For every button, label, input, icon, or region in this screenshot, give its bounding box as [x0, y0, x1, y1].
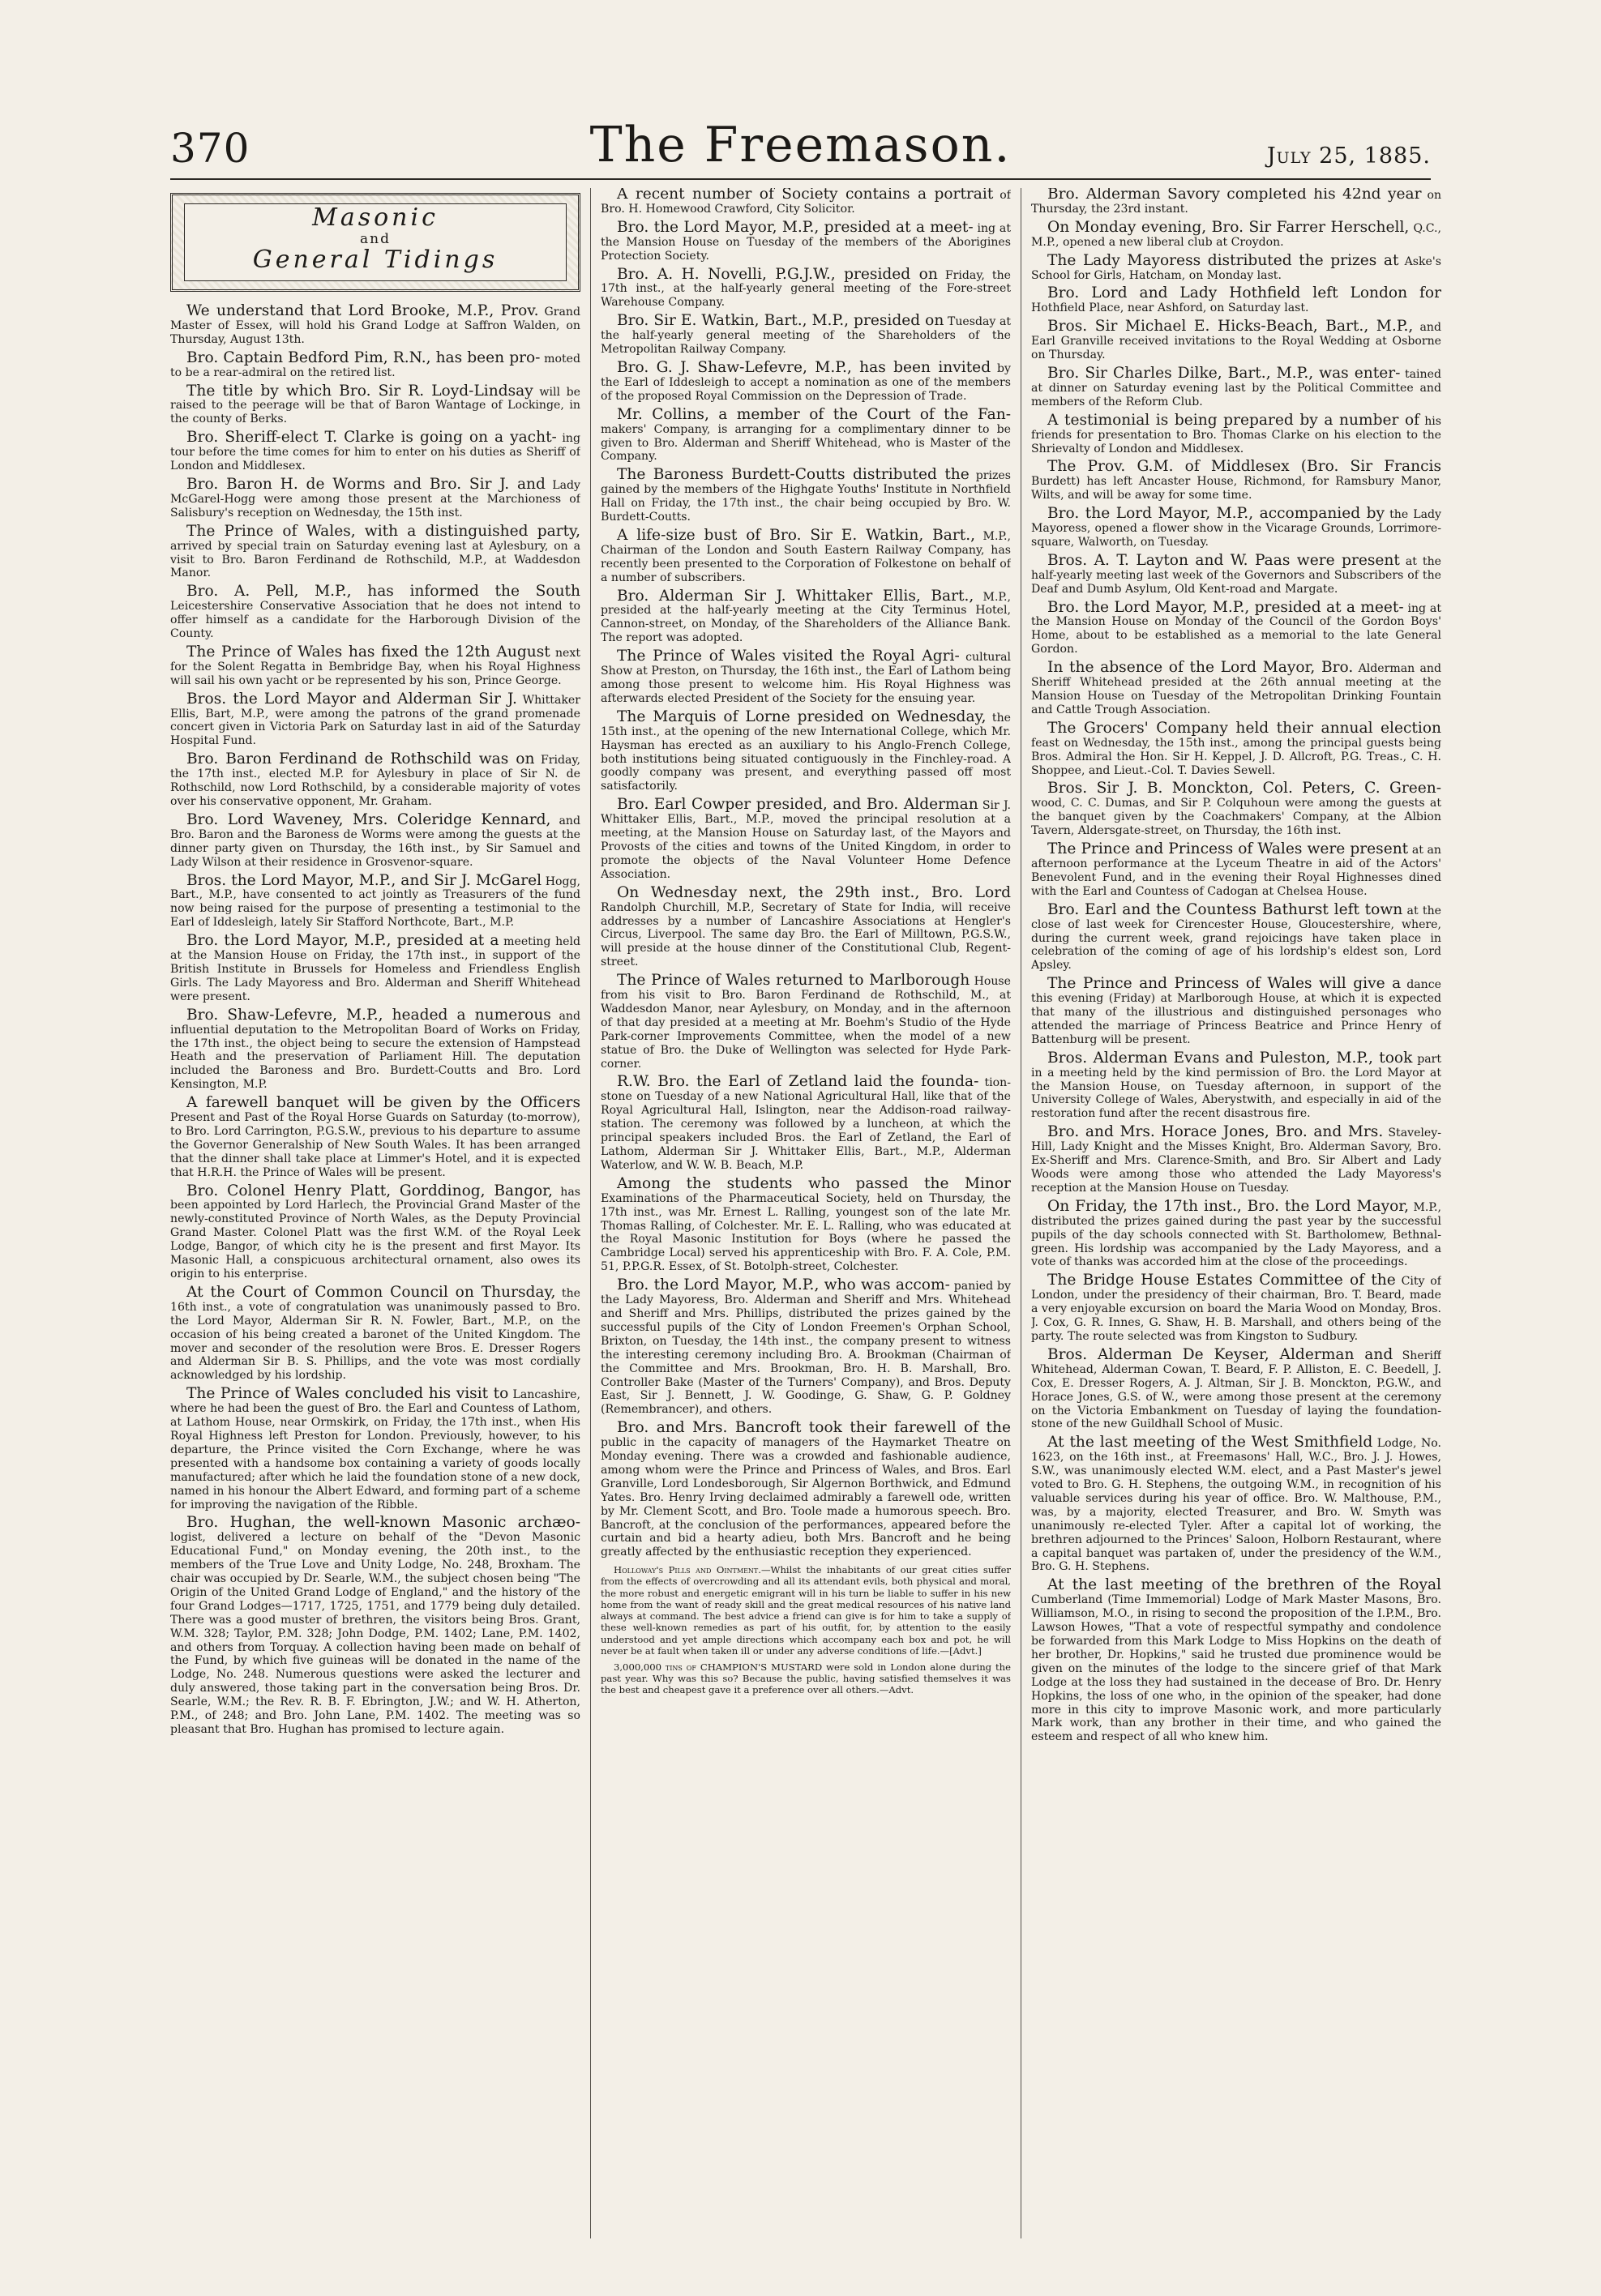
news-item — [601, 358, 1011, 404]
section-banner — [170, 193, 580, 292]
news-item-body: moted to be a rear-admiral on the retired list. — [170, 352, 580, 379]
news-item-body: Staveley-Hill, Lady Knight and the Misses Knight, Bro. Alderman Savory, Bro. Ex-Sheriff and Mrs. Clarence-Smith, and Bro. Sir Albert and Lady Woods were among those who attended the Lady Mayoress's reception at the Mansion House on Tuesday. — [1031, 1127, 1441, 1195]
news-item-body: Lancashire, where he had been the guest of Bro. the Earl and Countess of Lathom, at Lathom House, near Ormskirk, on Friday, the 17th inst., when His Royal Highness left Preston for London. Previously, however, to his departure, the Prince visited the Corn Exchange, where he was presented with a handsome box containing a variety of goods locally manufactured; after which he laid the foundation stone of a new dock, named in his honour the Albert Edward, and forming part of a scheme for improving the navigation of the Ribble. — [170, 1388, 580, 1511]
news-item-body: Tuesday at the half-yearly general meeting of the Shareholders of the Metropolitan Railway Company. — [601, 315, 1011, 357]
news-item — [170, 1006, 580, 1092]
news-item — [170, 1283, 580, 1383]
news-item — [1031, 251, 1441, 283]
news-item — [1031, 1576, 1441, 1744]
news-item-lead: The Baroness Burdett-Coutts distributed the — [617, 466, 970, 484]
news-item-body: next for the Solent Regatta in Bembridge Bay, when his Royal Highness will sail his own yacht or be represented by his son, Prince George. — [170, 646, 580, 687]
news-item — [170, 431, 580, 473]
news-item-body: at the half-yearly meeting last week of the Governors and Subscribers of the Deaf and Dumb Asylum, Old Kent-road and Margate. — [1031, 554, 1441, 596]
news-item — [601, 468, 1011, 524]
news-item — [170, 1182, 580, 1281]
news-item-body: Hothfield Place, near Ashford, on Saturday last. — [1031, 301, 1309, 315]
news-item — [1031, 1274, 1441, 1344]
news-item-body: Aske's School for Girls, Hatcham, on Monday last. — [1031, 254, 1441, 282]
news-item-lead: Bro. Earl Cowper presided, and Bro. Alderman — [617, 796, 978, 814]
news-item-lead: We understand that Lord Brooke, M.P., Prov. — [186, 302, 539, 319]
news-item-body: logist, delivered a lecture on behalf of the "Devon Masonic Educational Fund," on Monday evening, the 20th inst., to the members of the True Love and Unity Lodge, No. 248, Broxham. The chair was occupied by Dr. Searle, W.M., the subject chosen being "The Origin of the United Grand Lodge of England," and the history of the four Grand Lodges—1717, 1725, 1751, and 1779 being duly detailed. There was a good muster of brethren, the visitors being Bros. Grant, W.M. 328; Taylor, P.M. 328; John Dodge, P.M. 1402; Lane, P.M. 1402, and others from Torquay. A collection having been made on behalf of the Fund, by which five guineas will be donated in the name of the Lodge, No. 248. Numerous questions were asked the lecturer and duly answered, those taking part in the conversation being Bros. Dr. Searle, W.M.; the Rev. R. B. F. Ebrington, J.W.; and W. H. Atherton, P.M., of 248; and Bro. John Lane, P.M. 1402. The meeting was so pleasant that Bro. Hughan has promised to lecture again. — [170, 1531, 580, 1736]
advertisements — [601, 1564, 1011, 1695]
article-columns — [170, 188, 1441, 2238]
news-item — [601, 974, 1011, 1071]
news-item — [601, 883, 1011, 969]
banner-line-3: General Tidings — [252, 246, 499, 274]
news-item — [601, 1174, 1011, 1274]
news-item-body: on Thursday, the 23rd instant. — [1031, 189, 1441, 216]
news-item-body: and Earl Granville received invitations to the Royal Wedding at Osborne on Thursday. — [1031, 321, 1441, 362]
news-item — [601, 314, 1011, 357]
news-item-body: part in a meeting held by the kind permission of Bro. the Lord Mayor at the Mansion House, on Tuesday afternoon, in support of the University College of Wales, Aberystwith, and especially in aid of the restoration fund after the recent disastrous fire. — [1031, 1052, 1441, 1121]
news-item — [170, 585, 580, 641]
news-item-lead: Bros. A. T. Layton and W. Paas were present — [1047, 551, 1400, 569]
news-item-lead: On Wednesday next, the 29th inst., Bro. Lord — [617, 883, 1011, 901]
news-item-lead: The Grocers' Company held their annual election — [1047, 719, 1441, 737]
news-item — [601, 265, 1011, 310]
news-item — [170, 750, 580, 809]
news-item-lead: The Prince of Wales visited the Royal Agri- — [617, 648, 960, 665]
news-item-body: Lodge, No. 1623, on the 16th inst., at Freemasons' Hall, W.C., Bro. J. J. Howes, S.W., was unanimously elected W.M. elect, and a Past Master's jewel voted to Bro. G. H. Stephens, the outgoing W.M., in recognition of his valuable services during his year of office. Bro. W. Malthouse, P.M., was, by a majority, elected Treasurer, and Bro. W. Smyth was unanimously re-elected Tyler. After a capital lot of working, the brethren adjourned to the Princes' Saloon, Holborn Restaurant, where a capital banquet was partaken of, under the presidency of the W.M., Bro. G. H. Stephens. — [1031, 1437, 1441, 1574]
news-item-body: cultural Show at Preston, on Thursday, the 16th inst., the Earl of Lathom being among those present to welcome him. His Royal Highness was afterwards elected President of the Society for the ensuing year. — [601, 651, 1011, 705]
news-item — [1031, 411, 1441, 456]
news-item-lead: Bro. the Lord Mayor, M.P., accompanied by — [1047, 505, 1385, 523]
banner-line-1: Masonic — [312, 203, 439, 232]
news-item-lead: Bro. Sir E. Watkin, Bart., M.P., presided on — [617, 312, 944, 330]
news-item-body: and Bro. Baron and the Baroness de Worms were among the guests at the dinner party given on Thursday, the 16th inst., by Sir Samuel and Lady Wilson at their residence in Grosvenor-square. — [170, 814, 580, 869]
news-item — [170, 934, 580, 1004]
column-2 — [601, 188, 1011, 2238]
news-item-body: at an afternoon performance at the Lyceum Theatre in aid of the Actors' Benevolent Fund, and in the evening their Royal Highnesses dined with the Earl and Countess of Cadogan at Chelsea House. — [1031, 844, 1441, 898]
news-item-body: Randolph Churchill, M.P., Secretary of State for India, will receive addresses by a number of Lancashire Associations at Hengler's Circus, Liverpool. The same day Bro. the Earl of Milltown, P.G.S.W., will preside at the house dinner of the Constitutional Club, Regent-street. — [601, 900, 1011, 969]
news-item-body: Sir J. Whittaker Ellis, Bart., M.P., moved the principal resolution at a meeting, at the Mansion House on Saturday last, of the Mayors and Provosts of the cities and towns of the United Kingdom, in order to promote the objects of the Naval Volunteer Home Defence Association. — [601, 799, 1011, 881]
news-item-lead: Bro. the Lord Mayor, M.P., presided at a — [186, 932, 499, 950]
news-item-lead: Bro. Lord and Lady Hothfield left London for — [1047, 284, 1441, 302]
news-item — [1031, 900, 1441, 973]
news-item-lead: The Prince and Princess of Wales will give a — [1047, 975, 1402, 993]
news-item-lead: Bro. Sir Charles Dilke, Bart., M.P., was enter- — [1047, 364, 1401, 382]
news-item — [170, 871, 580, 930]
news-item-body: ing at the Mansion House on Tuesday of the members of the Aborigines Protection Society. — [601, 221, 1011, 263]
news-item-lead: A farewell banquet will be given by the Officers — [186, 1094, 580, 1112]
news-item-body: has been appointed by Lord Harlech, the Provincial Grand Master of the newly-constituted Province of North Wales, as the Deputy Provincial Grand Master. Colonel Platt was the first W.M. of the Royal Leek Lodge, Bangor, of which city he is the present and first Mayor. Its Masonic Hall, a conspicuous architectural ornament, also owes its origin to his enterprise. — [170, 1185, 580, 1281]
news-item — [601, 1419, 1011, 1559]
page-number: 370 — [170, 125, 250, 172]
news-item — [170, 643, 580, 688]
news-item — [1031, 661, 1441, 717]
news-item-lead: R.W. Bro. the Earl of Zetland laid the founda- — [617, 1073, 979, 1091]
news-item-body: Grand Master of Essex, will hold his Grand Lodge at Saffron Walden, on Thursday, August 13th. — [170, 306, 580, 346]
issue-date: July 25, 1885. — [1266, 143, 1431, 169]
news-item — [1031, 364, 1441, 409]
news-item — [1031, 1197, 1441, 1270]
news-item — [601, 587, 1011, 646]
news-item-body: prizes gained by the members of the Highgate Youths' Institute in Northfield Hall on Friday, the 17th inst., the chair being occupied by Bro. W. Burdett-Coutts. — [601, 469, 1011, 524]
news-item — [1031, 782, 1441, 838]
news-item-lead: The Prince of Wales concluded his visit to — [186, 1385, 509, 1403]
news-item-body: tained at dinner on Saturday evening last by the Political Committee and members of the Reform Club. — [1031, 367, 1441, 408]
news-item — [601, 798, 1011, 881]
news-item-body: Cumberland (Time Immemorial) Lodge of Mark Master Masons, Bro. Williamson, M.O., in rising to second the proposition of the I.P.M., Bro. Lawson Howes, "That a vote of respectful sympathy and condolence be forwarded from this Mark Lodge to Miss Hopkins on the death of her brother, Dr. Hopkins," said he trusted due prominence would be given on the minutes of the lodge to the sincere grief of that Mark Lodge at the loss they had sustained in the decease of Bro. Dr. Henry Hopkins, the loss of one who, in the opinion of the speaker, had done more in this city to improve Masonic work, and more particularly Mark work, than any brother in their time, and who gained the esteem and respect of all who knew him. — [1031, 1593, 1441, 1744]
news-item-lead: Bro. Baron Ferdinand de Rothschild was on — [186, 750, 535, 768]
news-item-lead: A testimonial is being prepared by a number of — [1047, 411, 1420, 429]
news-item-body: by the Earl of Iddesleigh to accept a nomination as one of the members of the proposed Royal Commission on the Depression of Trade. — [601, 361, 1011, 403]
news-item — [601, 1276, 1011, 1417]
news-item-body: Q.C., M.P., opened a new liberal club at Croydon. — [1031, 221, 1441, 249]
banner-line-2: and — [360, 231, 391, 247]
news-item-lead: The Prince of Wales returned to Marlborough — [617, 972, 970, 990]
news-item-body: Examinations of the Pharmaceutical Society, held on Thursday, the 17th inst., was Mr. Ernest L. Ralling, youngest son of the late Mr. Thomas Ralling, of Colchester. Mr. E. L. Ralling, who was educated at the Royal Masonic Institution for Boys (where he passed the Cambridge Local) served his apprenticeship with Bro. F. A. Cole, P.M. 51, P.P.G.R. Essex, of St. Botolph-street, Colchester. — [601, 1191, 1011, 1274]
news-item — [1031, 1436, 1441, 1574]
news-item — [170, 1094, 580, 1179]
news-item-lead: At the last meeting of the brethren of the Royal — [1047, 1576, 1441, 1594]
news-item — [601, 650, 1011, 706]
news-item-body: at the close of last week for Cirencester House, Gloucestershire, where, during the current week, grand rejoicings have taken place in celebration of the coming of age of his lordship's eldest son, Lord Apsley. — [1031, 904, 1441, 973]
news-item-body: his friends for presentation to Bro. Thomas Clarke on his election to the Shrievalty of London and Middlesex. — [1031, 414, 1441, 455]
news-item — [170, 382, 580, 427]
news-item-lead: Bros. Alderman Evans and Puleston, M.P., took — [1047, 1049, 1413, 1067]
news-item-lead: Bro. Shaw-Lefevre, M.P., headed a numerous — [186, 1006, 551, 1024]
news-item-lead: Bro. Lord Waveney, Mrs. Coleridge Kennard, — [186, 810, 551, 828]
news-item-lead: Bro. Sheriff-elect T. Clarke is going on a yacht- — [186, 429, 557, 447]
news-item — [170, 348, 580, 380]
masthead-title: The Freemason. — [589, 117, 1012, 173]
news-item-body: feast on Wednesday, the 15th inst., among the principal guests being Bros. Admiral the Hon. Sir H. Keppel, J. D. Allcroft, P.G. Treas., C. H. Shoppee, and Lieut.-Col. T. Davies Sewell. — [1031, 736, 1441, 777]
news-item-body: arrived by special train on Saturday evening last at Aylesbury, on a visit to Bro. Baron Ferdinand de Rothschild, M.P., at Waddesdon Manor. — [170, 539, 580, 580]
news-item-lead: Bro. the Lord Mayor, M.P., presided at a meet- — [1047, 598, 1404, 616]
news-item-lead: A recent number of Society contains a portrait — [617, 188, 994, 203]
news-item-lead: Bro. A. H. Novelli, P.G.J.W., presided on — [617, 265, 938, 283]
news-item-lead: Mr. Collins, a member of the Court of the Fan- — [617, 405, 1011, 423]
news-item — [1031, 320, 1441, 362]
news-item-body: Burdett) has left Ancaster House, Richmond, for Ramsbury Manor, Wilts, and will be away for some time. — [1031, 475, 1441, 502]
news-item — [170, 522, 580, 581]
news-item-body: the 15th inst., at the opening of the new International College, which Mr. Haysman has erected as an auxiliary to his Anglo-French College, both institutions being situated contiguously in the Finchley-road. A goodly company was present, and everything passed off most satisfactorily. — [601, 711, 1011, 793]
news-item-body: Lady McGarel-Hogg were among those present at the Marchioness of Salisbury's reception on Wednesday, the 15th inst. — [170, 478, 580, 519]
news-item — [601, 405, 1011, 464]
advertisement-title: Holloway's Pills and Ointment. — [614, 1564, 761, 1576]
news-item — [1031, 1345, 1441, 1431]
news-item — [1031, 840, 1441, 899]
advertisement-body: —Whilst the inhabitants of our great cities suffer from the effects of overcrowding and all its attendant evils, both physical and moral, the more robust and energetic emigrant will in his turn be liable to suffer in his new home from the want of ready skill and the great medical resources of his native land always at command. The best advice a friend can give is for him to take a supply of these well-known remedies as part of his outfit, for, by attention to the easily understood and yet ample directions which accompany each box and pot, he will never be at fault when taken ill or under any adverse conditions of life.—[Advt.] — [601, 1564, 1011, 1657]
news-item — [1031, 1123, 1441, 1195]
news-item — [1031, 507, 1441, 549]
banner-title-box — [184, 203, 567, 281]
news-item-lead: Bro. the Lord Mayor, M.P., who was accom- — [617, 1276, 950, 1294]
news-item-body: Sheriff Whitehead, Alderman Cowan, T. Beard, F. P. Alliston, E. C. Beedell, J. Cox, E. Dresser Rogers, A. J. Altman, Sir J. B. Monckton, P.G.W., and Horace Jones, G.S. of W., were among those present at the ceremony on the Victoria Embankment on Tuesday of laying the foundation-stone of the new Guildhall School of Music. — [1031, 1349, 1441, 1431]
news-item-lead: Bro. A. Pell, M.P., has informed the South — [186, 583, 580, 601]
news-item-lead: Bros. Sir J. B. Monckton, Col. Peters, C. Green- — [1047, 780, 1441, 797]
news-item — [601, 526, 1011, 585]
news-item-lead: Bros. Sir Michael E. Hicks-Beach, Bart., M.P., — [1047, 318, 1414, 336]
news-item-lead: Bros. Alderman De Keyser, Alderman and — [1047, 1345, 1393, 1363]
news-item — [1031, 218, 1441, 250]
news-item — [170, 1387, 580, 1511]
news-item — [170, 810, 580, 870]
news-item-lead: Bro. and Mrs. Bancroft took their farewell of the — [617, 1419, 1011, 1437]
advertisement — [601, 1661, 1011, 1696]
news-item-lead: Bro. Hughan, the well-known Masonic archæo- — [186, 1514, 580, 1532]
news-item-body: and influential deputation to the Metropolitan Board of Works on Friday, the 17th inst., the object being to secure the extension of Hampstead Heath and the preservation of Parliament Hill. The deputation included the Baroness and Bro. Burdett-Coutts and Bro. Lord Kensington, M.P. — [170, 1009, 580, 1092]
advertisement — [601, 1564, 1011, 1657]
news-item-lead: Among the students who passed the Minor — [617, 1174, 1011, 1192]
news-item-lead: Bros. the Lord Mayor, M.P., and Sir J. McGarel — [186, 871, 542, 889]
news-item-body: wood, C. C. Dumas, and Sir P. Colquhoun were among the guests at the banquet given by the Coachmakers' Company, at the Albion Tavern, Aldersgate-street, on Thursday, the 16th inst. — [1031, 797, 1441, 838]
column-1-items — [170, 302, 580, 1737]
news-item-body: City of London, under the presidency of their chairman, Bro. T. Beard, made a very enjoyable excursion on board the Maria Wood on Monday, Bros. J. Cox, G. R. Innes, G. Shaw, H. B. Marshall, and others being of the party. The route selected was from Kingston to Sudbury. — [1031, 1275, 1441, 1343]
news-item-body: House from his visit to Bro. Baron Ferdinand de Rothschild, M., at Waddesdon Manor, near Aylesbury, on Monday, and in the afternoon of that day presided at a meeting at Mr. Boehm's Studio of the Hyde Park-corner Improvements Committee, when the model of a new statue of Bro. the Duke of Wellington was selected for Hyde Park-corner. — [601, 975, 1011, 1071]
advertisement-title: 3,000,000 tins of CHAMPION'S MUSTARD — [614, 1661, 823, 1673]
news-item-body: makers' Company, is arranging for a complimentary dinner to be given to Bro. Alderman and Sheriff Whitehead, who is Master of the Company. — [601, 422, 1011, 464]
news-item-lead: Bro. Alderman Sir J. Whittaker Ellis, Bart., — [617, 587, 974, 605]
news-item-lead: Bro. and Mrs. Horace Jones, Bro. and Mrs. — [1047, 1123, 1384, 1141]
news-item-lead: Bro. Colonel Henry Platt, Gorddinog, Bangor, — [186, 1182, 553, 1199]
news-item-body: the 16th inst., a vote of congratulation was unanimously passed to Bro. the Lord Mayor, Alderman Sir R. N. Fowler, Bart., M.P., on the occasion of his being created a baronet of the United Kingdom. The mover and seconder of the resolution were Bros. E. Dresser Rogers and Alderman Sir B. S. Phillips, and the vote was most cordially acknowledged by his lordship. — [170, 1286, 580, 1383]
column-2-items — [601, 188, 1011, 1559]
news-item — [1031, 598, 1441, 657]
news-item-body: M.P., distributed the prizes gained during the past year by the successful pupils of the day schools connected with St. Bartholomew, Bethnal-green. His lordship was accompanied by the Lady Mayoress, and a vote of thanks was accorded him at the close of the proceedings. — [1031, 1200, 1441, 1269]
news-item — [1031, 977, 1441, 1047]
news-item-lead: Bro. Alderman Savory completed his 42nd year — [1047, 188, 1422, 203]
news-item-lead: The Lady Mayoress distributed the prizes at — [1047, 251, 1399, 269]
news-item — [170, 302, 580, 347]
news-item-body: M.P., Chairman of the London and South Eastern Railway Company, has recently been presented to the Corporation of Folkestone on behalf of a number of subscribers. — [601, 529, 1011, 584]
column-3 — [1031, 188, 1441, 2238]
news-item — [601, 708, 1011, 793]
news-item-body: dance this evening (Friday) at Marlborough House, at which it is expected that many of the illustrious and distinguished personages who attended the marriage of Princess Beatrice and Prince Henry of Battenburg will be present. — [1031, 978, 1441, 1046]
news-item-body: ing tour before the time comes for him to enter on his duties as Sheriff of London and Middlesex. — [170, 432, 580, 473]
news-item-body: ing at the Mansion House on Monday of the Council of the Gordon Boys' Home, about to be established as a memorial to the late General Gordon. — [1031, 601, 1441, 656]
news-item-body: meeting held at the Mansion House on Friday, the 17th inst., in support of the British Institute in Brussels for Homeless and Friendless English Girls. The Lady Mayoress and Bro. Alderman and Sheriff Whitehead were present. — [170, 935, 580, 1003]
column-3-items — [1031, 188, 1441, 1744]
news-item-body: Hogg, Bart., M.P., have consented to act jointly as Treasurers of the fund now being raised for the purpose of presenting a testimonial to the Earl of Iddesleigh, lately Sir Stafford Northcote, Bart., M.P. — [170, 874, 580, 930]
news-item — [601, 188, 1011, 216]
news-item — [1031, 719, 1441, 778]
news-item-lead: The Prince and Princess of Wales were present — [1047, 840, 1409, 858]
news-item — [170, 475, 580, 520]
news-item — [1031, 188, 1441, 216]
news-item-lead: The Prince of Wales has fixed the 12th August — [186, 643, 550, 661]
news-item-body: Friday, the 17th inst., elected M.P. for Aylesbury in place of Sir N. de Rothschild, now Lord Rothschild, by a considerable majority of votes over his conservative opponent, Mr. Graham. — [170, 754, 580, 808]
news-item — [1031, 284, 1441, 315]
news-item-body: panied by the Lady Mayoress, Bro. Alderman and Sheriff and Mrs. Whitehead and Sheriff and Mrs. Phillips, distributed the prizes gained by the successful pupils of the City of London Freemen's Orphan School, Brixton, on Tuesday, the 14th inst., the company present to witness the interesting ceremony including Bro. A. Brookman (Chairman of the Committee and Mrs. Brookman, Bro. H. B. Marshall, Bro. Controller Bake (Master of the Turners' Company), and Bros. Deputy East, Sir J. Bennett, J. W. Goodinge, G. Shaw, G. P. Goldney (Remembrancer), and others. — [601, 1280, 1011, 1417]
news-item-body: will be raised to the peerage will be that of Baron Wantage of Lockinge, in the county of Berks. — [170, 385, 580, 426]
news-item-lead: At the last meeting of the West Smithfield — [1047, 1434, 1373, 1452]
news-item-lead: The Prov. G.M. of Middlesex (Bro. Sir Francis — [1047, 458, 1441, 476]
news-item-body: the Lady Mayoress, opened a flower show in the Vicarage Grounds, Lorrimore-square, Walworth, on Tuesday. — [1031, 508, 1441, 549]
news-item-lead: In the absence of the Lord Mayor, Bro. — [1047, 659, 1354, 677]
news-item — [170, 1516, 580, 1737]
news-item — [170, 690, 580, 749]
news-item-body: Leicestershire Conservative Association that he does not intend to offer himself as a candidate for the Harborough Division of the County. — [170, 600, 580, 641]
news-item-body: public in the capacity of managers of the Haymarket Theatre on Monday evening. There was a crowded and fashionable audience, among whom were the Prince and Princess of Wales, and Bros. Earl Granville, Lord Londesborough, Sir Algernon Borthwick, and Edmund Yates. Bro. Henry Irving declaimed admirably a farewell ode, written by Mr. Clement Scott, and Bro. Toole made a humorous speech. Bro. Bancroft, at the conclusion of the performances, appeared before the curtain and bid a hearty adieu, both Mrs. Bancroft and he being greatly affected by the enthusiastic reception they experienced. — [601, 1436, 1011, 1559]
news-item-body: Alderman and Sheriff Whitehead presided at the 26th annual meeting at the Mansion House on Tuesday of the Metropolitan Drinking Fountain and Cattle Trough Association. — [1031, 662, 1441, 716]
news-item-lead: Bro. Baron H. de Worms and Bro. Sir J. and — [186, 475, 546, 493]
news-item-lead: On Monday evening, Bro. Sir Farrer Herschell, — [1047, 218, 1410, 236]
news-item-lead: At the Court of Common Council on Thursday, — [186, 1283, 556, 1301]
page-header — [170, 113, 1431, 180]
news-item-body: Friday, the 17th inst., at the half-yearly general meeting of the Fore-street Warehouse Company. — [601, 268, 1011, 310]
news-item-body: Present and Past of the Royal Horse Guards on Saturday (to-morrow), to Bro. Lord Carrington, P.G.S.W., previous to his departure to assume the Governor Generalship of New South Wales. It has been arranged that the dinner shall take place at Limmer's Hotel, and it is expected that H.R.H. the Prince of Wales will be present. — [170, 1111, 580, 1179]
news-item-lead: The Bridge House Estates Committee of the — [1047, 1272, 1396, 1289]
news-item-lead: Bro. Earl and the Countess Bathurst left town — [1047, 900, 1403, 918]
news-item — [1031, 551, 1441, 596]
advertisement-body: were sold in London alone during the past year. Why was this so? Because the public, having satisfied themselves it was the best and cheapest gave it a preference over all others.—Advt. — [601, 1661, 1011, 1696]
news-item — [601, 218, 1011, 263]
news-item — [1031, 1049, 1441, 1122]
news-item-lead: Bro. G. J. Shaw-Lefevre, M.P., has been invited — [617, 358, 991, 376]
column-1 — [170, 188, 580, 2238]
news-item — [601, 1075, 1011, 1172]
news-item-lead: A life-size bust of Bro. Sir E. Watkin, Bart., — [617, 526, 976, 544]
news-item-lead: Bro. Captain Bedford Pim, R.N., has been pro- — [186, 348, 541, 366]
news-item-body: tion-stone on Tuesday of a new National Agricultural Hall, like that of the Royal Agricultural Hall, Islington, near the Addison-road railway-station. The ceremony was followed by a luncheon, at which the principal speakers included Bros. the Earl of Zetland, the Earl of Lathom, Alderman Sir J. Whittaker Ellis, Bart., M.P., Alderman Waterlow, and W. W. B. Beach, M.P. — [601, 1076, 1011, 1172]
news-item-lead: The Prince of Wales, with a distinguished party, — [186, 522, 580, 540]
news-item-lead: On Friday, the 17th inst., Bro. the Lord Mayor, — [1047, 1197, 1410, 1215]
news-item-lead: Bros. the Lord Mayor and Alderman Sir J. — [186, 690, 517, 708]
news-item-body: Whittaker Ellis, Bart, M.P., were among the patrons of the grand promenade concert given in Victoria Park on Saturday last in aid of the Saturday Hospital Fund. — [170, 693, 580, 748]
news-item-lead: The Marquis of Lorne presided on Wednesday, — [617, 708, 987, 725]
news-item-body: of Bro. H. Homewood Crawford, City Solicitor. — [601, 189, 1011, 216]
news-item-body: M.P., presided at the half-yearly meeting at the City Terminus Hotel, Cannon-street, on Monday, of the Shareholders of the Alliance Bank. The report was adopted. — [601, 590, 1011, 645]
news-item-lead: Bro. the Lord Mayor, M.P., presided at a meet- — [617, 218, 974, 236]
news-item — [1031, 460, 1441, 502]
news-item-lead: The title by which Bro. Sir R. Loyd-Lindsay — [186, 382, 533, 400]
